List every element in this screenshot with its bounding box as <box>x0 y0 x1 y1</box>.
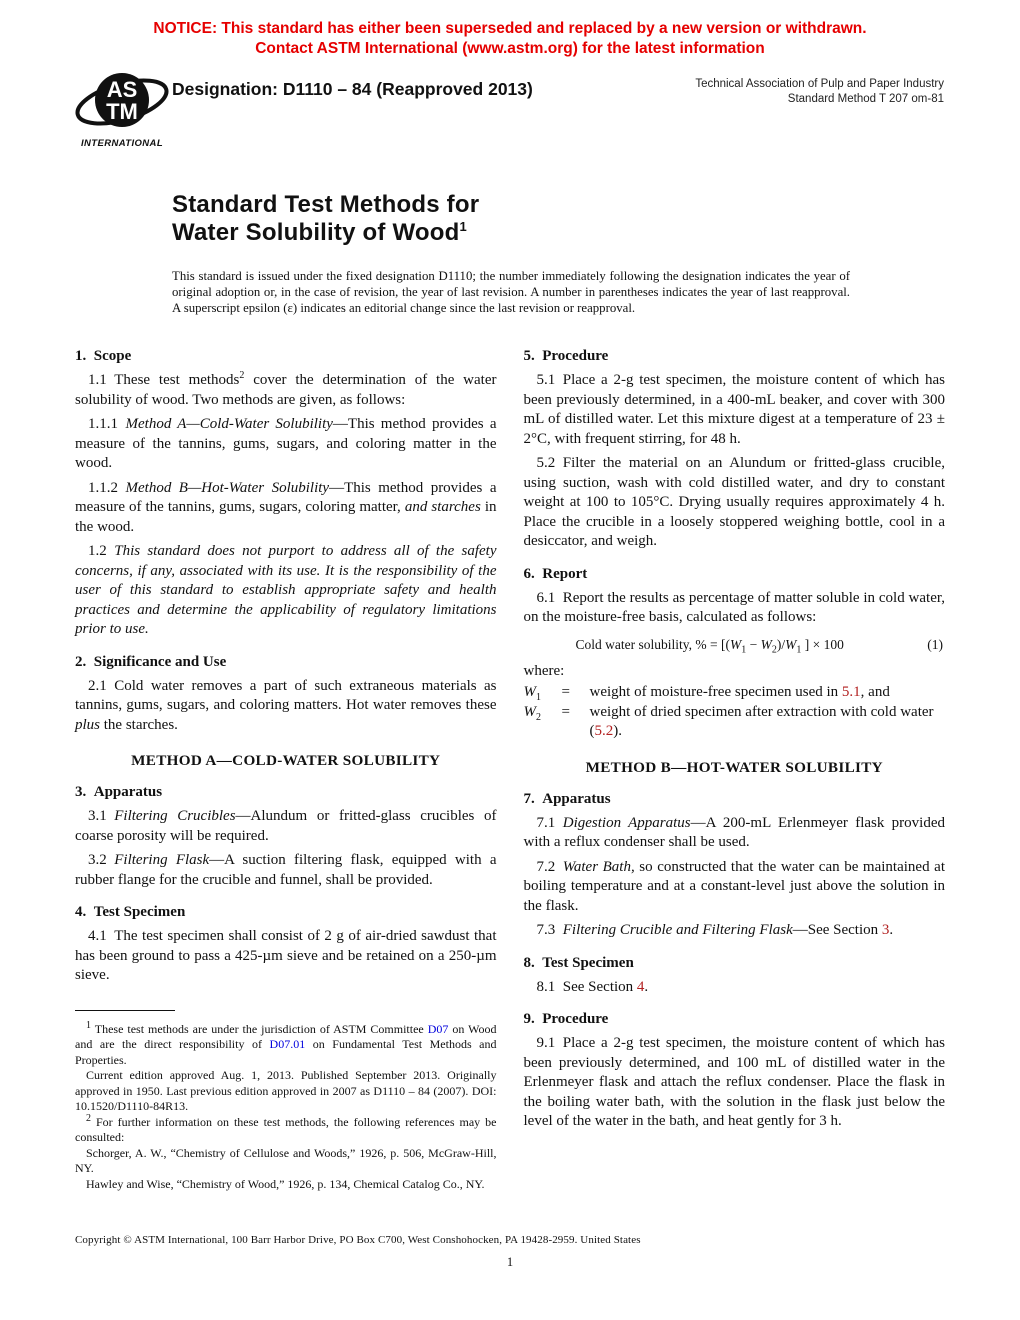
text-run: Filtering Flask <box>114 852 210 868</box>
text-run: 9.1 Place a 2-g test specimen, the moisture content of which has been previously determined, and 100 mL of distilled water in the Erlenmeyer flask and attach the reflux condenser. Place the flask in the boiling water bath, with the solution in the flask just below the level of the water in the bath, and heat gently for 3 h. <box>523 1035 945 1129</box>
text-run: Cold water solubility, % = [( <box>575 636 730 652</box>
text-run: cover the determination of the water solubility of wood. Two methods are given, as follows: <box>75 372 497 408</box>
paragraph <box>75 851 497 890</box>
text-run: 1.2 <box>88 543 115 559</box>
section-heading <box>524 348 946 365</box>
text-run: 9. Procedure <box>523 1011 609 1027</box>
text-run: 1 <box>536 692 541 703</box>
text-run: Method B—Hot-Water Solubility <box>125 479 330 496</box>
footnote-edition <box>75 1068 497 1115</box>
text-run: METHOD A—COLD-WATER SOLUBILITY <box>131 752 441 769</box>
text-run: —A suction filtering flask, equipped with a rubber flange for the crucible and funnel, shall be provided. <box>75 852 497 888</box>
text-run: 2 <box>771 644 777 656</box>
method-heading <box>75 752 497 770</box>
logo-international-label: INTERNATIONAL <box>80 138 164 149</box>
logo-letters-top: AS <box>106 77 138 102</box>
text-run: 2.1 Cold water removes a part of such extraneous materials as tannins, gums, sugars, and coloring matters. Hot water removes these <box>75 677 497 713</box>
paragraph <box>524 814 946 853</box>
text-run: These test methods are under the jurisdiction of ASTM Committee <box>91 1021 428 1036</box>
text-run: )/ <box>776 636 786 652</box>
text-run: —This method provides a measure of the tannins, gums, sugars, coloring matter, <box>75 479 497 515</box>
logo-letters-bottom: TM <box>106 99 138 124</box>
text-run: 7.3 <box>536 922 563 938</box>
title-line-2: Water Solubility of Wood <box>172 218 460 246</box>
text-run: W <box>523 684 536 700</box>
section-link[interactable]: 3 <box>881 922 890 938</box>
section-heading <box>524 955 946 972</box>
where-symbol <box>524 683 562 703</box>
text-run: Hawley and Wise, “Chemistry of Wood,” 1926, p. 134, Chemical Catalog Co., NY. <box>86 1176 485 1191</box>
astm-globe-icon <box>74 69 170 135</box>
text-run: 2 <box>86 1112 91 1124</box>
paragraph <box>524 921 946 941</box>
section-heading <box>524 1011 946 1028</box>
paragraph <box>524 589 946 628</box>
equation <box>524 636 946 656</box>
copyright-line: Copyright © ASTM International, 100 Barr Harbor Drive, PO Box C700, West Conshohocken, PA 19428-2959. United States <box>75 1234 641 1246</box>
page-footer <box>75 1234 945 1270</box>
paragraph <box>524 978 946 998</box>
text-run: on Fundamental Test Methods and Properties. <box>75 1037 497 1067</box>
text-run: where: <box>523 662 565 679</box>
text-run: Filtering Crucibles <box>114 808 236 824</box>
text-run: 7.1 <box>536 814 563 831</box>
text-run: W <box>523 703 536 720</box>
text-run: Digestion Apparatus <box>562 814 691 831</box>
paragraph <box>75 542 497 640</box>
paragraph <box>75 415 497 474</box>
where-item <box>524 703 946 742</box>
footnote-references-intro <box>75 1112 497 1146</box>
text-run: 2 <box>536 711 541 723</box>
text-run: —A 200-mL Erlenmeyer flask provided with a reflux condenser shall be used. <box>523 814 945 850</box>
text-run: For further information on these test methods, the following references may be consulted: <box>75 1114 497 1144</box>
text-run: 7. Apparatus <box>523 790 611 807</box>
page-number: 1 <box>506 1255 514 1269</box>
text-run: 1.1.1 <box>88 416 126 432</box>
title-line-1: Standard Test Methods for <box>172 191 480 218</box>
paragraph <box>75 807 497 846</box>
text-run: 2 <box>239 370 245 381</box>
text-run: ). <box>613 723 622 739</box>
text-run: , and <box>860 684 890 700</box>
text-run: Water Bath, <box>562 858 635 875</box>
text-run: Current edition approved Aug. 1, 2013. Published September 2013. Originally approved in 1950. Last previous edition approved in 2007 as D1110 – 84 (2007). DOI: 10.1520/D1110-84R13. <box>75 1068 497 1113</box>
paragraph <box>524 454 946 552</box>
footnote-ref-hawley <box>75 1177 497 1193</box>
text-run: . <box>889 922 894 938</box>
text-run: weight of moisture-free specimen used in <box>589 684 842 700</box>
equals-sign: = <box>561 684 570 700</box>
paragraph <box>524 1034 946 1132</box>
document-body <box>0 348 1020 1192</box>
footnotes <box>75 1010 497 1193</box>
paragraph <box>524 371 946 449</box>
text-run: —See Section <box>792 922 882 938</box>
text-run: Filtering Crucible and Filtering Flask <box>562 922 793 938</box>
section-link[interactable]: 5.2 <box>594 723 614 739</box>
equation-number: (1) <box>927 636 943 652</box>
text-run: 5.1 Place a 2-g test specimen, the moisture content of which has been previously determined, in a 400-mL beaker, and cover with 300 mL of distilled water. Let this mixture digest at a temperature of 23 ± 2°C, with frequent stirring, for 48 h. <box>523 372 945 447</box>
committee-link[interactable]: D07.01 <box>269 1037 306 1051</box>
text-run: 3. Apparatus <box>75 784 163 800</box>
text-run: 8. Test Specimen <box>523 954 634 971</box>
equals-sign: = <box>561 703 570 720</box>
text-run: ] × 100 <box>801 636 844 652</box>
text-run: 1.1.2 <box>88 479 126 496</box>
text-run: —This method provides a measure of the tannins, gums, sugars, and coloring matter in the wood. <box>75 416 497 471</box>
where-definition <box>590 683 946 703</box>
text-run: 6.1 Report the results as percentage of matter soluble in cold water, on the moisture-free basis, calculated as follows: <box>523 589 945 625</box>
committee-link[interactable]: D07 <box>427 1021 449 1036</box>
notice-line-2: Contact ASTM International (www.astm.org) for the latest information <box>255 40 765 57</box>
paragraph <box>75 479 497 538</box>
left-column-content <box>75 348 497 986</box>
text-run: W <box>760 636 772 652</box>
text-run: in the wood. <box>75 499 497 535</box>
text-run: − <box>746 636 761 652</box>
right-column-content <box>524 348 946 1132</box>
section-heading <box>524 566 946 583</box>
title-block <box>172 191 850 316</box>
superseded-notice <box>0 0 1020 59</box>
title-footnote-marker: 1 <box>459 218 467 234</box>
section-link[interactable]: 5.1 <box>841 684 861 700</box>
right-column <box>524 348 946 1192</box>
text-run: 3.1 <box>88 808 115 824</box>
issuance-note: This standard is issued under the fixed designation D1110; the number immediately following the designation indicates the year of original adoption or, in the case of revision, the year of last revision. A number in parentheses indicates the year of last reapproval. A superscript epsilon (ε) indicates an editorial change since the last revision or reapproval. <box>172 269 850 315</box>
footnote-ref-schorger <box>75 1146 497 1177</box>
text-run: 1. Scope <box>75 348 132 364</box>
section-link[interactable]: 4 <box>636 978 645 995</box>
text-run: 4.1 The test specimen shall consist of 2 g of air-dried sawdust that has been ground to pass a 425-µm sieve and be retained on a 250-µm sieve. <box>75 928 497 983</box>
text-run: 3.2 <box>88 852 115 868</box>
text-run: Schorger, A. W., “Chemistry of Cellulose and Woods,” 1926, p. 506, McGraw-Hill, NY. <box>75 1145 497 1175</box>
text-run: 5. Procedure <box>523 348 609 364</box>
text-run: METHOD B—HOT-WATER SOLUBILITY <box>585 758 883 776</box>
where-item <box>524 683 946 703</box>
section-heading <box>524 791 946 808</box>
where-definition <box>590 703 946 742</box>
text-run: plus <box>75 716 101 733</box>
equation-body <box>575 636 844 656</box>
text-run: W <box>785 636 797 652</box>
document-title <box>172 191 850 246</box>
paragraph <box>75 927 497 986</box>
tappi-line-2: Standard Method T 207 om-81 <box>787 92 944 105</box>
paragraph <box>524 858 946 917</box>
text-run: on Wood and are the direct responsibility of <box>75 1021 497 1051</box>
notice-line-1: NOTICE: This standard has either been superseded and replaced by a new version or withdrawn. <box>153 20 867 37</box>
left-column <box>75 348 497 1192</box>
text-run: 1.1 These test methods <box>88 372 240 388</box>
section-heading <box>75 654 497 671</box>
text-run: weight of dried specimen after extraction with cold water ( <box>589 703 934 739</box>
text-run: and starches <box>404 499 481 515</box>
footnote-separator <box>75 1010 175 1011</box>
text-run: —Alundum or fritted-glass crucibles of coarse porosity will be required. <box>75 808 497 844</box>
text-run: Method A—Cold-Water Solubility <box>125 416 333 432</box>
section-heading <box>75 784 497 801</box>
method-heading <box>524 759 946 777</box>
text-run: 8.1 See Section <box>536 978 637 995</box>
text-run: 5.2 Filter the material on an Alundum or fritted-glass crucible, using suction, wash with cold distilled water, and dry to constant weight at 100 to 105°C. Drying usually requires approximately 4 h. Place the crucible in a loosely stoppered weighing bottle, cool in a desiccator, and weigh. <box>523 455 945 549</box>
where-symbol <box>524 703 562 742</box>
text-run: 4. Test Specimen <box>75 904 186 920</box>
paragraph <box>75 371 497 410</box>
designation-line: Designation: D1110 – 84 (Reapproved 2013) <box>172 79 533 99</box>
text-run: so constructed that the water can be maintained at boiling temperature and at a constant-level just above the solution in the flask. <box>523 858 945 914</box>
astm-logo <box>70 69 174 149</box>
text-run: This standard does not purport to address all of the safety concerns, if any, associated with its use. It is the responsibility of the user of this standard to establish appropriate safety and health practices and determine the applicability of regulatory limitations prior to use. <box>75 543 497 637</box>
tappi-line-1: Technical Association of Pulp and Paper Industry <box>695 78 944 90</box>
text-run: 6. Report <box>523 565 588 582</box>
text-run: 1 <box>86 1019 91 1031</box>
section-heading <box>75 904 497 921</box>
section-heading <box>75 348 497 365</box>
text-run: W <box>729 636 742 652</box>
text-run: the starches. <box>100 716 178 733</box>
where-label <box>524 662 946 682</box>
text-run: 2. Significance and Use <box>75 653 227 670</box>
text-run: 1 <box>741 644 747 656</box>
text-run: 1 <box>796 644 802 656</box>
text-run: . <box>644 978 649 995</box>
footnote-jurisdiction <box>75 1019 497 1069</box>
masthead <box>0 69 1020 165</box>
paragraph <box>75 677 497 736</box>
text-run: 7.2 <box>536 858 563 875</box>
tappi-reference <box>695 77 944 106</box>
